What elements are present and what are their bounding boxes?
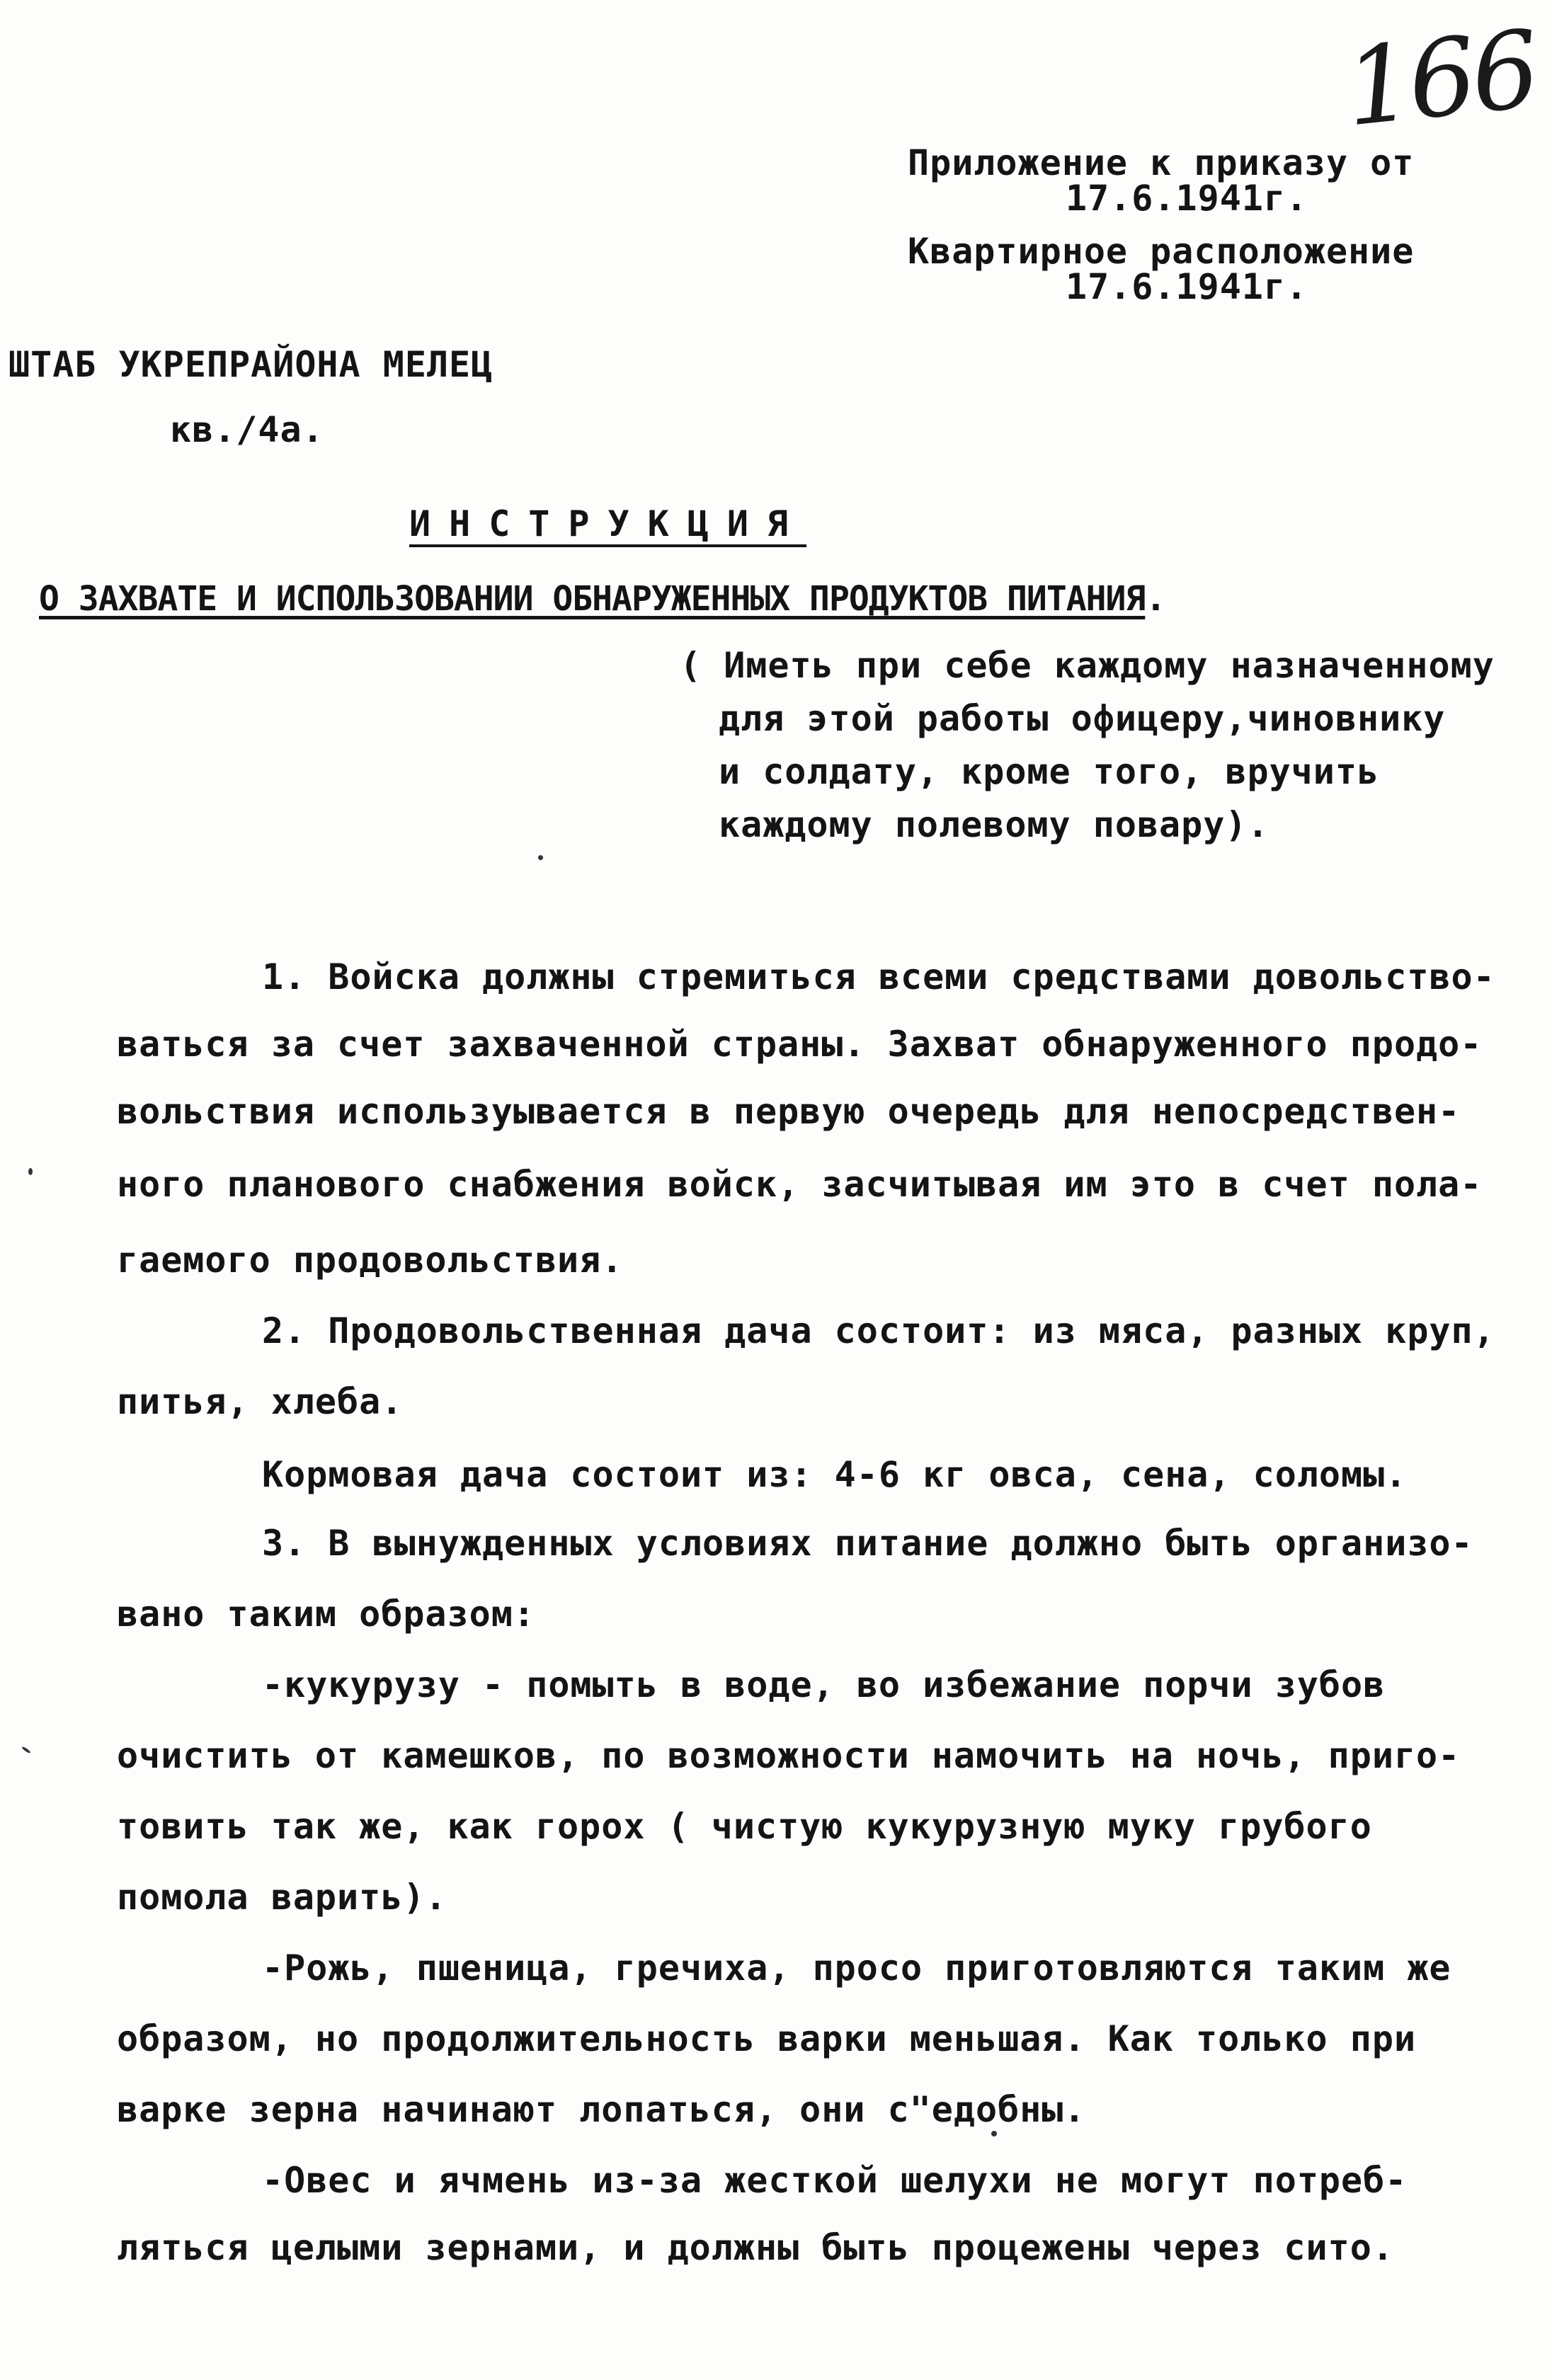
sender-quarters: кв./4а. (170, 409, 324, 450)
quarters-line-1: Квартирное расположение (908, 231, 1415, 272)
corn-line-2: очистить от камешков, по возможности намочить на ночь, приго- (117, 1735, 1461, 1776)
paragraph-1-line-1: 1. Войска должны стремиться всеми средствами довольство- (262, 956, 1495, 997)
grains-line-3: варке зерна начинают лопаться, они с"едобны. (117, 2089, 1086, 2130)
scan-speck (991, 2131, 997, 2136)
paragraph-2-line-1: 2. Продовольственная дача состоит: из мяса, разных круп, (262, 1310, 1495, 1351)
paragraph-1-line-4: ного планового снабжения войск, засчитывая им это в счет пола- (117, 1164, 1483, 1205)
paragraph-3-line-2: вано таким образом: (117, 1594, 535, 1635)
paragraph-3-line-1: 3. В вынужденных условиях питание должно быть организо- (262, 1523, 1473, 1564)
oats-line-1: -Овес и ячмень из-за жесткой шелухи не могут потреб- (262, 2160, 1408, 2201)
grains-line-1: -Рожь, пшеница, гречиха, просо приготовляются таким же (262, 1947, 1451, 1989)
corn-line-3: товить так же, как горох ( чистую кукурузную муку грубого (117, 1806, 1372, 1847)
paragraph-1-line-5: гаемого продовольствия. (117, 1240, 624, 1281)
oats-line-2: ляться целыми зернами, и должны быть процежены через сито. (117, 2227, 1394, 2268)
archive-page-number: 166 (1339, 8, 1541, 151)
document-subtitle (39, 578, 1168, 619)
document-title: ИНСТРУКЦИЯ (409, 503, 807, 544)
scan-speck (538, 855, 543, 860)
grains-line-2: образом, но продолжительность варки меньшая. Как только при (117, 2018, 1417, 2059)
paragraph-2-line-2: питья, хлеба. (117, 1381, 404, 1422)
note-line-4: каждому полевому повару). (719, 804, 1269, 845)
note-line-2: для этой работы офицеру,чиновнику (719, 698, 1446, 739)
appendix-line-1: Приложение к приказу от (908, 142, 1415, 183)
quarters-date: 17.6.1941г. (1066, 266, 1308, 307)
corn-line-4: помола варить). (117, 1877, 447, 1918)
note-line-3: и солдату, кроме того, вручить (719, 751, 1380, 792)
corn-line-1: -кукурузу - помыть в воде, во избежание порчи зубов (262, 1664, 1386, 1705)
paragraph-1-line-3: вольствия используывается в первую очередь для непосредствен- (117, 1091, 1461, 1132)
subtitle-text: О ЗАХВАТЕ И ИСПОЛЬЗОВАНИИ ОБНАРУЖЕННЫХ ПРОДУКТОВ ПИТАНИЯ (39, 579, 1146, 619)
scan-speck (28, 1168, 33, 1175)
note-line-1: ( Иметь при себе каждому назначенному (680, 645, 1495, 686)
paragraph-1-line-2: ваться за счет захваченной страны. Захват обнаруженного продо- (117, 1024, 1483, 1065)
sender-headquarters: ШТАБ УКРЕПРАЙОНА МЕЛЕЦ (8, 344, 493, 385)
appendix-date: 17.6.1941г. (1066, 178, 1308, 219)
subtitle-period: . (1145, 578, 1168, 619)
scan-speck (21, 1746, 31, 1753)
paragraph-2-line-3: Кормовая дача состоит из: 4-6 кг овса, сена, соломы. (262, 1454, 1408, 1495)
